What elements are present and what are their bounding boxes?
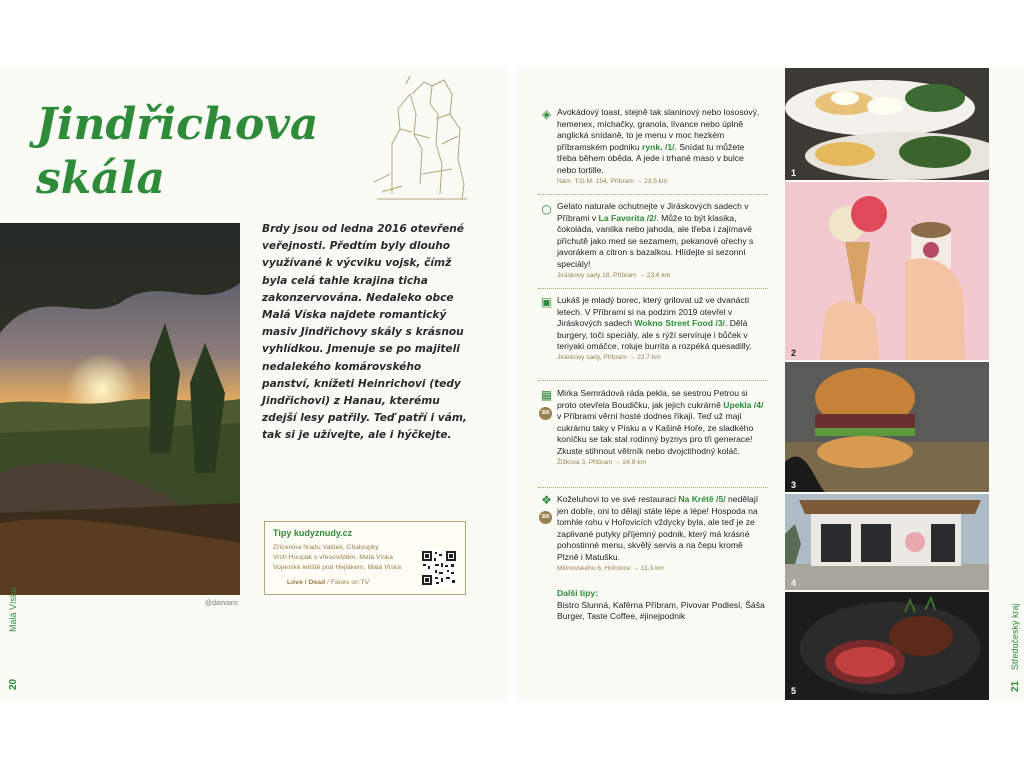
- jindrichova-skala-photo: [0, 223, 240, 595]
- page-title-line2: skála: [36, 153, 165, 204]
- cake-icon: ▦: [540, 388, 553, 402]
- divider: [538, 487, 768, 488]
- steak-photo: [785, 592, 989, 700]
- listing-entry: [557, 494, 765, 574]
- entry-text: Koželuhovi to ve své restauraci: [557, 494, 679, 504]
- entry-address: Nám. T.G.M. 154, Příbram → 23.5 km: [557, 177, 668, 185]
- ice-cream-icon: ○: [541, 202, 552, 216]
- entry-text: v Příbrami věrní hosté dodnes říkají. Teď už mají cukrárnu taky v Písku a v Kašině Hoře, ze sladkého koníčku se tak stal rodinný byznys pro tři generace! Zkuste stihnout větrník nebo dvojctihodný koláč.: [557, 411, 754, 456]
- more-tips-title: Další tipy:: [557, 588, 599, 598]
- listing-entry: [557, 388, 765, 468]
- venue-link[interactable]: rynk. /1/: [642, 141, 675, 152]
- listing-entry: [557, 295, 765, 363]
- right-side-caption: Středočeský kraj: [1010, 603, 1020, 670]
- photo-number: 4: [791, 578, 797, 588]
- badge-365: 365: [539, 407, 552, 420]
- entry-text: Lukáš je mladý borec, který grilovat už ve dvanácti letech. V Příbrami si na podzim 2019 otevřel v Jiráskových sadech: [557, 295, 750, 329]
- divider: [538, 380, 768, 381]
- photo-number: 3: [791, 480, 797, 490]
- photo-number: 5: [791, 686, 797, 696]
- listing-entry: [557, 201, 765, 281]
- entry-address: Jiráskovy sady, Příbram → 23.7 km: [557, 353, 661, 361]
- entry-text: . Snídat tu můžete třeba během oběda. A jede i trhané maso v bulce nebo tortille.: [557, 141, 745, 175]
- tips-box: [264, 521, 466, 595]
- left-page-number: 20: [8, 678, 19, 690]
- cafe-building-photo: [785, 494, 989, 590]
- tips-footer-a: Love / Dead: [287, 579, 326, 586]
- tips-title: Tipy kudyznudy.cz: [273, 528, 353, 538]
- badge-365: 365: [539, 511, 552, 524]
- divider: [538, 288, 768, 289]
- rock-sketch-illustration: [372, 74, 472, 204]
- right-page-number: 21: [1010, 680, 1021, 692]
- photo-number: 2: [791, 348, 797, 358]
- entry-address: Jiráskovy sady 18, Příbram → 23.6 km: [557, 271, 671, 279]
- tips-footer-b: / Faces on TV: [325, 579, 370, 586]
- entry-text: Avokádový toast, stejně tak slaninový nebo lososový, hemenex, míchačky, granola, lívance nebo úplně anglická snídaně, to je menu v moc hezkém příbramském podniku: [557, 107, 760, 152]
- burger-icon: ▣: [540, 295, 553, 309]
- entry-text: . Může to být klasika, čokoláda, vanilka nebo jahoda, ale třeba i zajímavé příchutě jako med se sezamem, pekanové ořechy s javorákem a citron s bazalkou. Hlídejte si sezonní speciály!: [557, 212, 754, 269]
- entry-text: . Dělá burgery, točí speciály, ale s rýží servíruje i bůček v teriyaki omáčce, roluje burrita a rozpéká quesadilly.: [557, 318, 752, 352]
- tip-item[interactable]: Vrch Houpák s vřesovištěm, Malá Víska: [273, 554, 393, 561]
- restaurant-icon: ❖: [541, 493, 552, 507]
- gelato-photo: [785, 182, 989, 360]
- entry-text: Gelato naturale ochutnejte v Jiráskových sadech v Příbrami v: [557, 201, 749, 223]
- left-side-caption: Malá Víska: [8, 587, 18, 632]
- intro-text: Brdy jsou od ledna 2016 otevřené veřejnosti. Předtím byly dlouho využívané k výcviku vojsk, čímž byla celá tahle krajina ticha zakonzervována. Nedaleko obce Malá Víska najdete romantický masiv Jindřichovy skály s krásnou vyhlídkou. Jmenuje se po majiteli nedalekého komárovského panství, knížeti Heinrichovi (tedy Jindřichovi) z Hanau, kterému zdejší lesy patřily. Teď patří i vám, tak si je užívejte, ale i hýčkejte.: [262, 223, 467, 442]
- venue-link[interactable]: Upekla /4/: [723, 399, 764, 410]
- avocado-icon: ◈: [541, 107, 552, 121]
- venue-link[interactable]: Wokno Street Food /3/: [634, 318, 725, 329]
- listing-entry: [557, 107, 765, 187]
- tips-footer: [287, 577, 369, 588]
- entry-address: Žižkova 3, Příbram → 24.8 km: [557, 458, 647, 466]
- entry-text: Mirka Semrádová ráda pekla, se sestrou Petrou si proto otevřela Boudičku, jak jejich cukrárně: [557, 388, 748, 410]
- entry-address: Milínovského 6, Hořovice → 11.3 km: [557, 564, 664, 572]
- breakfast-photo: [785, 68, 989, 180]
- more-tips-text: Bistro Slunná, Kafěrna Příbram, Pivovar Podlesí, Šáša Burger, Taste Coffee, #jinejpodnik: [557, 599, 765, 622]
- venue-link[interactable]: La Favorita /2/: [598, 212, 657, 223]
- burger-photo: [785, 362, 989, 492]
- photo-number: 1: [791, 168, 797, 178]
- entry-text: nedělají jen dobře, oni to dělají stále lépe a lépe! Hospoda na tomhle rohu v Hořovicích vždycky byla, ale teď je ze zaplivané putyky příjemný podnik, který má krásné pohostinné menu, skvělý servis a na čepu kromě Plzně i Matušku.: [557, 494, 759, 562]
- divider: [538, 194, 768, 195]
- qr-code-icon[interactable]: [421, 550, 457, 586]
- page-title-line1: Jindřichova: [36, 99, 319, 150]
- venue-link[interactable]: Na Krétě /5/: [678, 494, 726, 504]
- more-tips: [557, 588, 765, 623]
- photo-credit: @davvanc: [205, 600, 239, 607]
- tip-item[interactable]: Vojenské letiště pod Hejlákem, Malá Víska: [273, 564, 402, 571]
- tip-item[interactable]: Zřícenina hradu Valdek, Chaloupky: [273, 544, 379, 551]
